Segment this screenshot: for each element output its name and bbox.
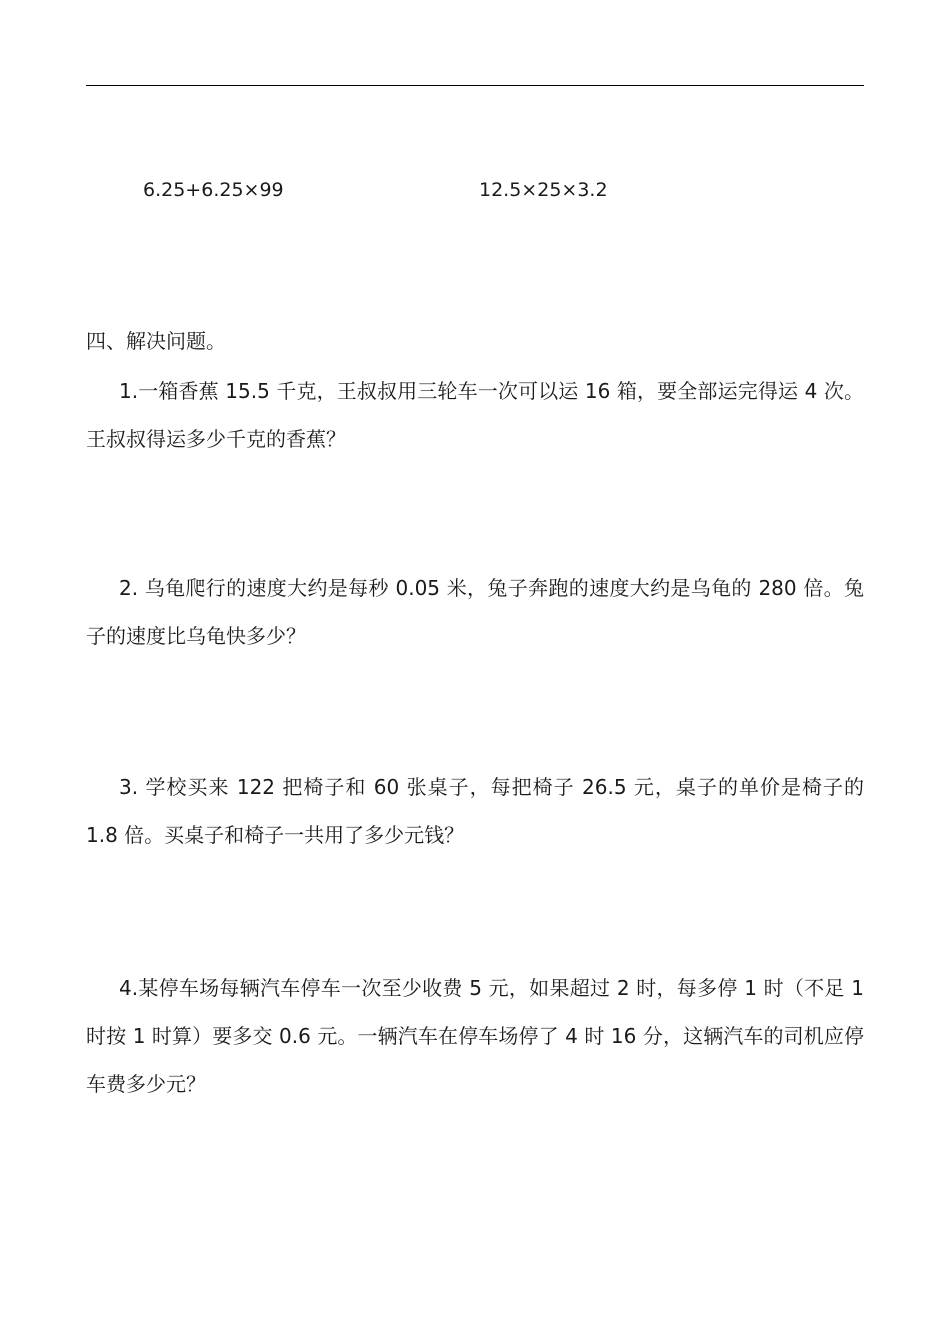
calculation-right: 12.5×25×3.2 [479,179,608,201]
problem-2: 2. 乌龟爬行的速度大约是每秒 0.05 米，兔子奔跑的速度大约是乌龟的 280 倍。兔子的速度比乌龟快多少？ [86,576,864,648]
calculation-left: 6.25+6.25×99 [143,179,284,201]
problem-3: 3. 学校买来 122 把椅子和 60 张桌子，每把椅子 26.5 元，桌子的单价是椅子的 1.8 倍。买桌子和椅子一共用了多少元钱？ [86,775,864,847]
section-title: 四、解决问题。 [86,329,226,353]
problem-4: 4.某停车场每辆汽车停车一次至少收费 5 元，如果超过 2 时，每多停 1 时（不足 1 时按 1 时算）要多交 0.6 元。一辆汽车在停车场停了 4 时 16 分，这辆汽车的司机应停车费多少元？ [86,976,864,1096]
problem-1: 1.一箱香蕉 15.5 千克，王叔叔用三轮车一次可以运 16 箱，要全部运完得运 4 次。王叔叔得运多少千克的香蕉？ [86,379,864,451]
header-rule [86,85,864,86]
